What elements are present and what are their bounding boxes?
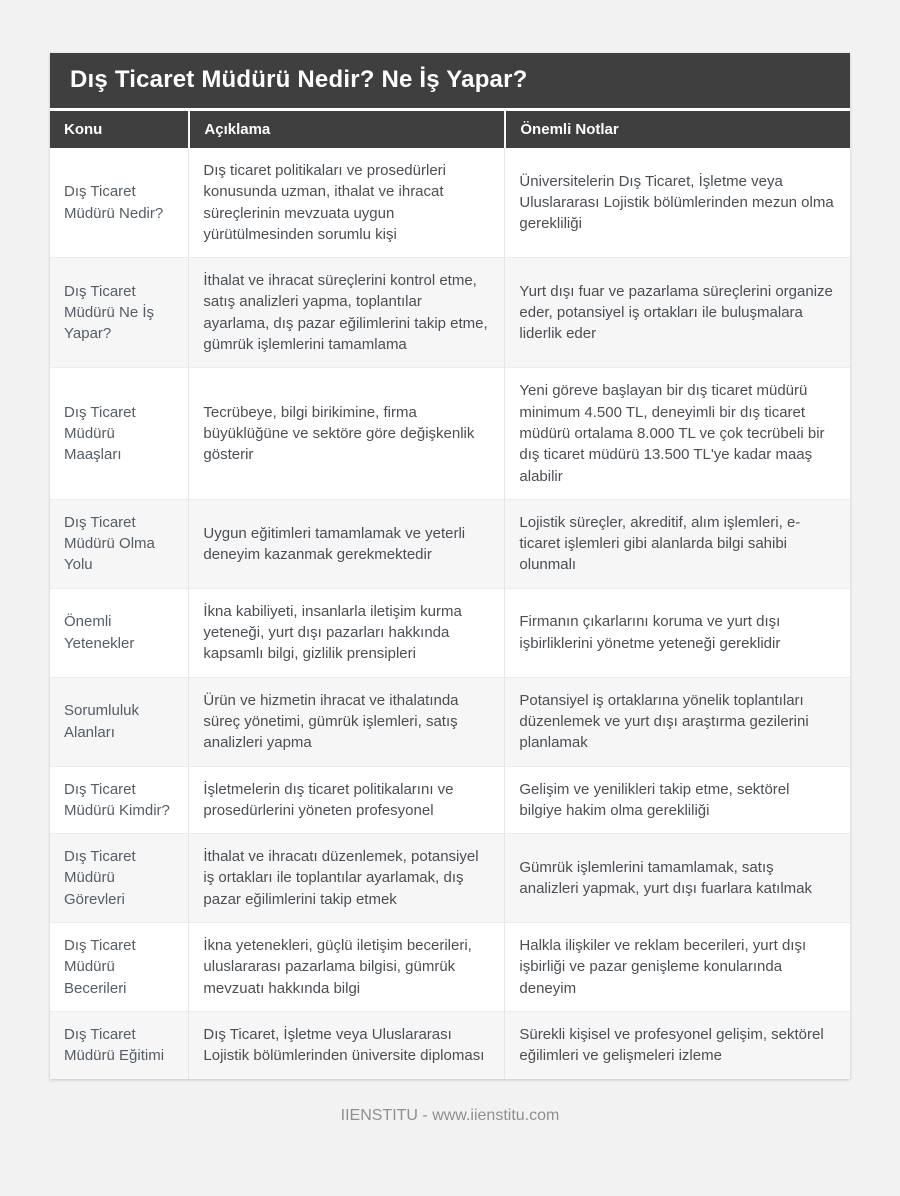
table-row (50, 257, 850, 367)
table-row (50, 833, 850, 922)
cell-notlar: Lojistik süreçler, akreditif, alım işlemleri, e-ticaret işlemleri gibi alanlarda bilgi sahibi olunmalı (504, 499, 850, 588)
cell-notlar: Sürekli kişisel ve profesyonel gelişim, sektörel eğilimleri ve gelişmeleri izleme (504, 1011, 850, 1079)
cell-notlar: Firmanın çıkarlarını koruma ve yurt dışı işbirliklerini yönetme yeteneği gereklidir (504, 588, 850, 677)
table-row (50, 367, 850, 498)
cell-notlar: Halkla ilişkiler ve reklam becerileri, yurt dışı işbirliği ve pazar genişleme konularında deneyim (504, 922, 850, 1011)
table-body (50, 148, 850, 1079)
cell-notlar: Gümrük işlemlerini tamamlamak, satış analizleri yapmak, yurt dışı fuarlara katılmak (504, 833, 850, 922)
cell-aciklama: İthalat ve ihracat süreçlerini kontrol etme, satış analizleri yapma, toplantılar ayarlama, dış pazar eğilimlerini takip etme, gümrük işlemlerini tamamlama (188, 257, 504, 367)
info-card (50, 53, 850, 1079)
table-row (50, 922, 850, 1011)
cell-aciklama: Tecrübeye, bilgi birikimine, firma büyüklüğüne ve sektöre göre değişkenlik gösterir (188, 367, 504, 498)
cell-konu: Sorumluluk Alanları (50, 677, 188, 766)
cell-konu: Dış Ticaret Müdürü Ne İş Yapar? (50, 257, 188, 367)
cell-aciklama: Ürün ve hizmetin ihracat ve ithalatında süreç yönetimi, gümrük işlemleri, satış analizleri yapma (188, 677, 504, 766)
page-title: Dış Ticaret Müdürü Nedir? Ne İş Yapar? (50, 53, 850, 108)
table-row (50, 588, 850, 677)
cell-konu: Önemli Yetenekler (50, 588, 188, 677)
column-header-konu: Konu (50, 111, 188, 148)
info-table (50, 111, 850, 1079)
cell-aciklama: İşletmelerin dış ticaret politikalarını ve prosedürlerini yöneten profesyonel (188, 766, 504, 834)
cell-aciklama: İthalat ve ihracatı düzenlemek, potansiyel iş ortakları ile toplantılar ayarlamak, dış pazar eğilimlerini takip etmek (188, 833, 504, 922)
cell-aciklama: Dış ticaret politikaları ve prosedürleri konusunda uzman, ithalat ve ihracat süreçlerinin mevzuata uygun yürütülmesinden sorumlu kişi (188, 148, 504, 257)
cell-aciklama: Dış Ticaret, İşletme veya Uluslararası Lojistik bölümlerinden üniversite diploması (188, 1011, 504, 1079)
cell-notlar: Gelişim ve yenilikleri takip etme, sektörel bilgiye hakim olma gerekliliği (504, 766, 850, 834)
cell-notlar: Üniversitelerin Dış Ticaret, İşletme veya Uluslararası Lojistik bölümlerinden mezun olma gerekliliği (504, 148, 850, 257)
cell-aciklama: Uygun eğitimleri tamamlamak ve yeterli deneyim kazanmak gerekmektedir (188, 499, 504, 588)
table-row (50, 677, 850, 766)
cell-konu: Dış Ticaret Müdürü Maaşları (50, 367, 188, 498)
table-header (50, 111, 850, 148)
cell-konu: Dış Ticaret Müdürü Nedir? (64, 183, 164, 222)
table-row (50, 766, 850, 834)
cell-konu: Dış Ticaret Müdürü Kimdir? (50, 766, 188, 834)
cell-notlar: Yeni göreve başlayan bir dış ticaret müdürü minimum 4.500 TL, deneyimli bir dış ticaret müdürü ortalama 8.000 TL ve çok tecrübeli bir dış ticaret müdürü 13.500 TL'ye kadar maaş alabilir (504, 367, 850, 498)
table-row (50, 148, 850, 257)
cell-notlar: Yurt dışı fuar ve pazarlama süreçlerini organize eder, potansiyel iş ortakları ile buluşmalara liderlik eder (504, 257, 850, 367)
table-row (50, 1011, 850, 1079)
footer-credit: IIENSTITU - www.iienstitu.com (340, 1106, 560, 1124)
cell-konu: Dış Ticaret Müdürü Eğitimi (50, 1011, 188, 1079)
cell-konu: Dış Ticaret Müdürü Becerileri (50, 922, 188, 1011)
column-header-notlar: Önemli Notlar (504, 111, 850, 148)
cell-aciklama: İkna yetenekleri, güçlü iletişim becerileri, uluslararası pazarlama bilgisi, gümrük mevzuatı hakkında bilgi (188, 922, 504, 1011)
column-header-aciklama: Açıklama (188, 111, 504, 148)
cell-notlar: Potansiyel iş ortaklarına yönelik toplantıları düzenlemek ve yurt dışı araştırma gezilerini planlamak (504, 677, 850, 766)
table-row (50, 499, 850, 588)
cell-konu: Dış Ticaret Müdürü Görevleri (50, 833, 188, 922)
cell-aciklama: İkna kabiliyeti, insanlarla iletişim kurma yeteneği, yurt dışı pazarları hakkında kapsamlı bilgi, gizlilik prensipleri (188, 588, 504, 677)
cell-konu: Dış Ticaret Müdürü Olma Yolu (50, 499, 188, 588)
